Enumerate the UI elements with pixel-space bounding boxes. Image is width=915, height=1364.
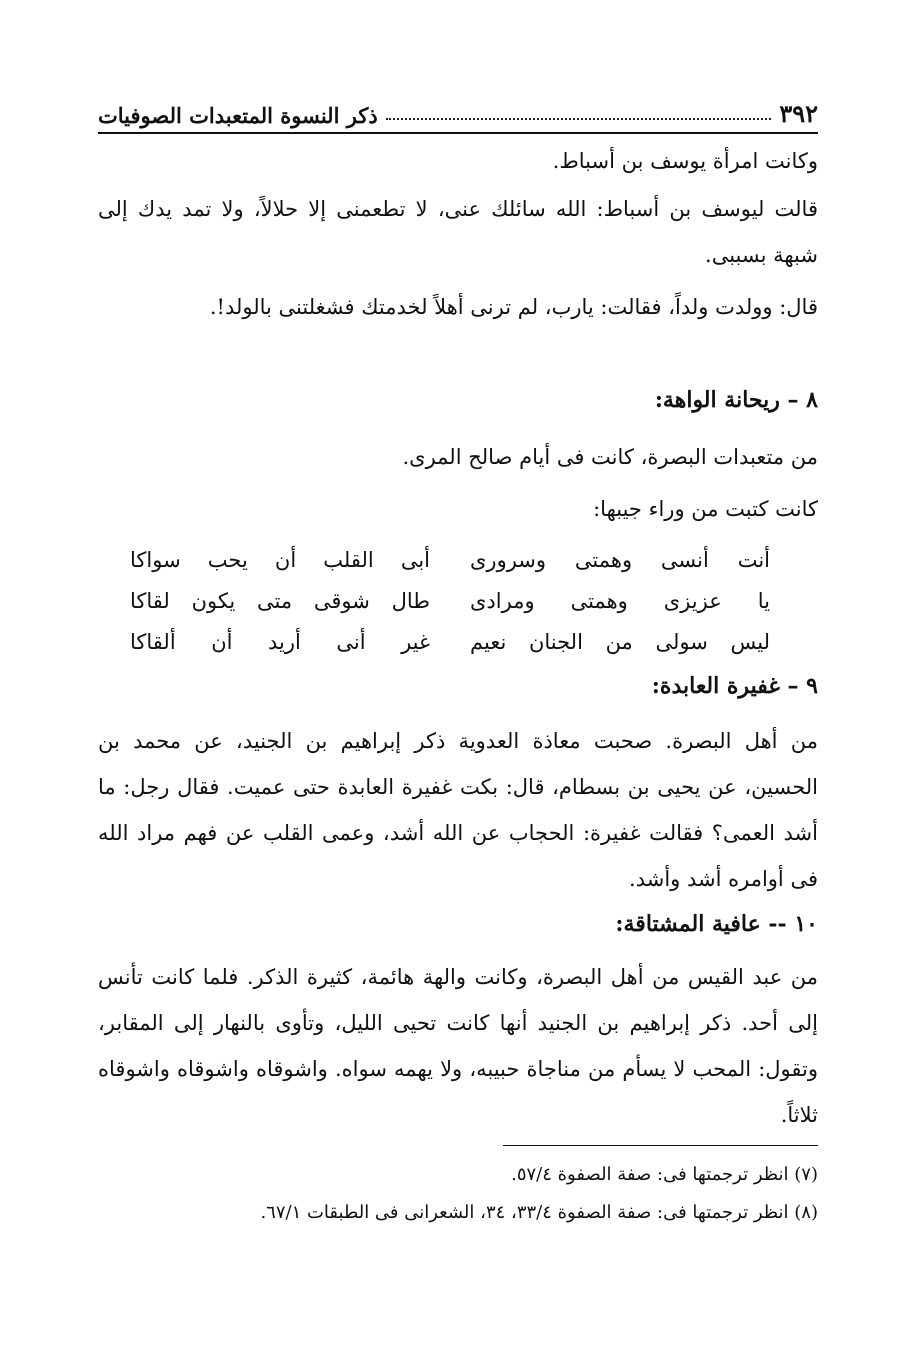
paragraph-text: من عبد القيس من أهل البصرة، وكانت والهة هائمة، كثيرة الذكر. فلما كانت تأنس إلى أحد. ذكر إبراهيم بن الجنيد أنها كانت تحيى الليل، وتأوى بالنهار إلى المقابر، وتقول: المحب لا يسأم من مناجاة حبيبه، ولا يهمه سواه. واشوقاه واشوقاه واشوقاه ثلاثاً. — [98, 965, 818, 1127]
paragraph-1 — [98, 138, 818, 184]
paragraph-text: قال: وولدت ولداً، فقالت: يارب، لم ترنى أهلاً لخدمتك فشغلتنى بالولد!. — [209, 295, 818, 319]
verse-first-hemistich: يا عزيزى وهمتى ومرادى — [470, 589, 770, 613]
paragraph-2 — [98, 186, 818, 278]
page-header — [98, 88, 818, 134]
dotted-leader — [386, 118, 772, 120]
running-title: ذكر النسوة المتعبدات الصوفيات — [98, 103, 378, 128]
paragraph-text: من أهل البصرة. صحبت معاذة العدوية ذكر إبراهيم بن الجنيد، عن محمد بن الحسين، عن يحيى بن بسطام، قال: بكت غفيرة العابدة حتى عميت. فقال رجل: ما أشد العمى؟ فقالت غفيرة: الحجاب عن الله أشد، وعمى القلب عن فهم مراد الله فى أوامره أشد وأشد. — [98, 729, 818, 891]
verse-first-hemistich: أنت أنسى وهمتى وسرورى — [470, 548, 770, 572]
verse-second-hemistich: طال شوقى متى يكون لقاكا — [130, 589, 430, 613]
paragraph-3 — [98, 284, 818, 330]
page-number: ٣٩٢ — [779, 99, 818, 128]
footnote-separator — [503, 1145, 818, 1146]
poem — [130, 540, 770, 663]
heading-text: ١٠ -- عافية المشتاقة: — [615, 911, 818, 937]
verse-line — [130, 581, 770, 622]
paragraph-5 — [98, 486, 818, 532]
verse-first-hemistich: ليس سولى من الجنان نعيم — [470, 630, 770, 654]
paragraph-4 — [98, 434, 818, 480]
paragraph-text: كانت كتبت من وراء جيبها: — [593, 497, 818, 521]
section-heading-8 — [98, 378, 818, 422]
verse-second-hemistich: أبى القلب أن يحب سواكا — [130, 548, 430, 572]
paragraph-text: من متعبدات البصرة، كانت فى أيام صالح المرى. — [402, 445, 818, 469]
paragraph-text: قالت ليوسف بن أسباط: الله سائلك عنى، لا تطعمنى إلا حلالاً، ولا تمد يدك إلى شبهة بسببى. — [98, 197, 818, 267]
footnote-8: (٨) انظر ترجمتها فى: صفة الصفوة ٣٣/٤، ٣٤، الشعرانى فى الطبقات ٦٧/١. — [260, 1202, 818, 1223]
footnote-7: (٧) انظر ترجمتها فى: صفة الصفوة ٥٧/٤. — [511, 1164, 818, 1185]
paragraph-7 — [98, 954, 818, 1138]
paragraph-6 — [98, 718, 818, 902]
section-heading-10 — [98, 902, 818, 946]
verse-second-hemistich: غير أنى أريد أن ألقاكا — [130, 630, 430, 654]
verse-line — [130, 540, 770, 581]
heading-text: ٨ – ريحانة الواهة: — [654, 387, 818, 413]
verse-line — [130, 622, 770, 663]
section-heading-9 — [98, 664, 818, 708]
heading-text: ٩ – غفيرة العابدة: — [651, 673, 818, 699]
paragraph-text: وكانت امرأة يوسف بن أسباط. — [552, 149, 818, 173]
